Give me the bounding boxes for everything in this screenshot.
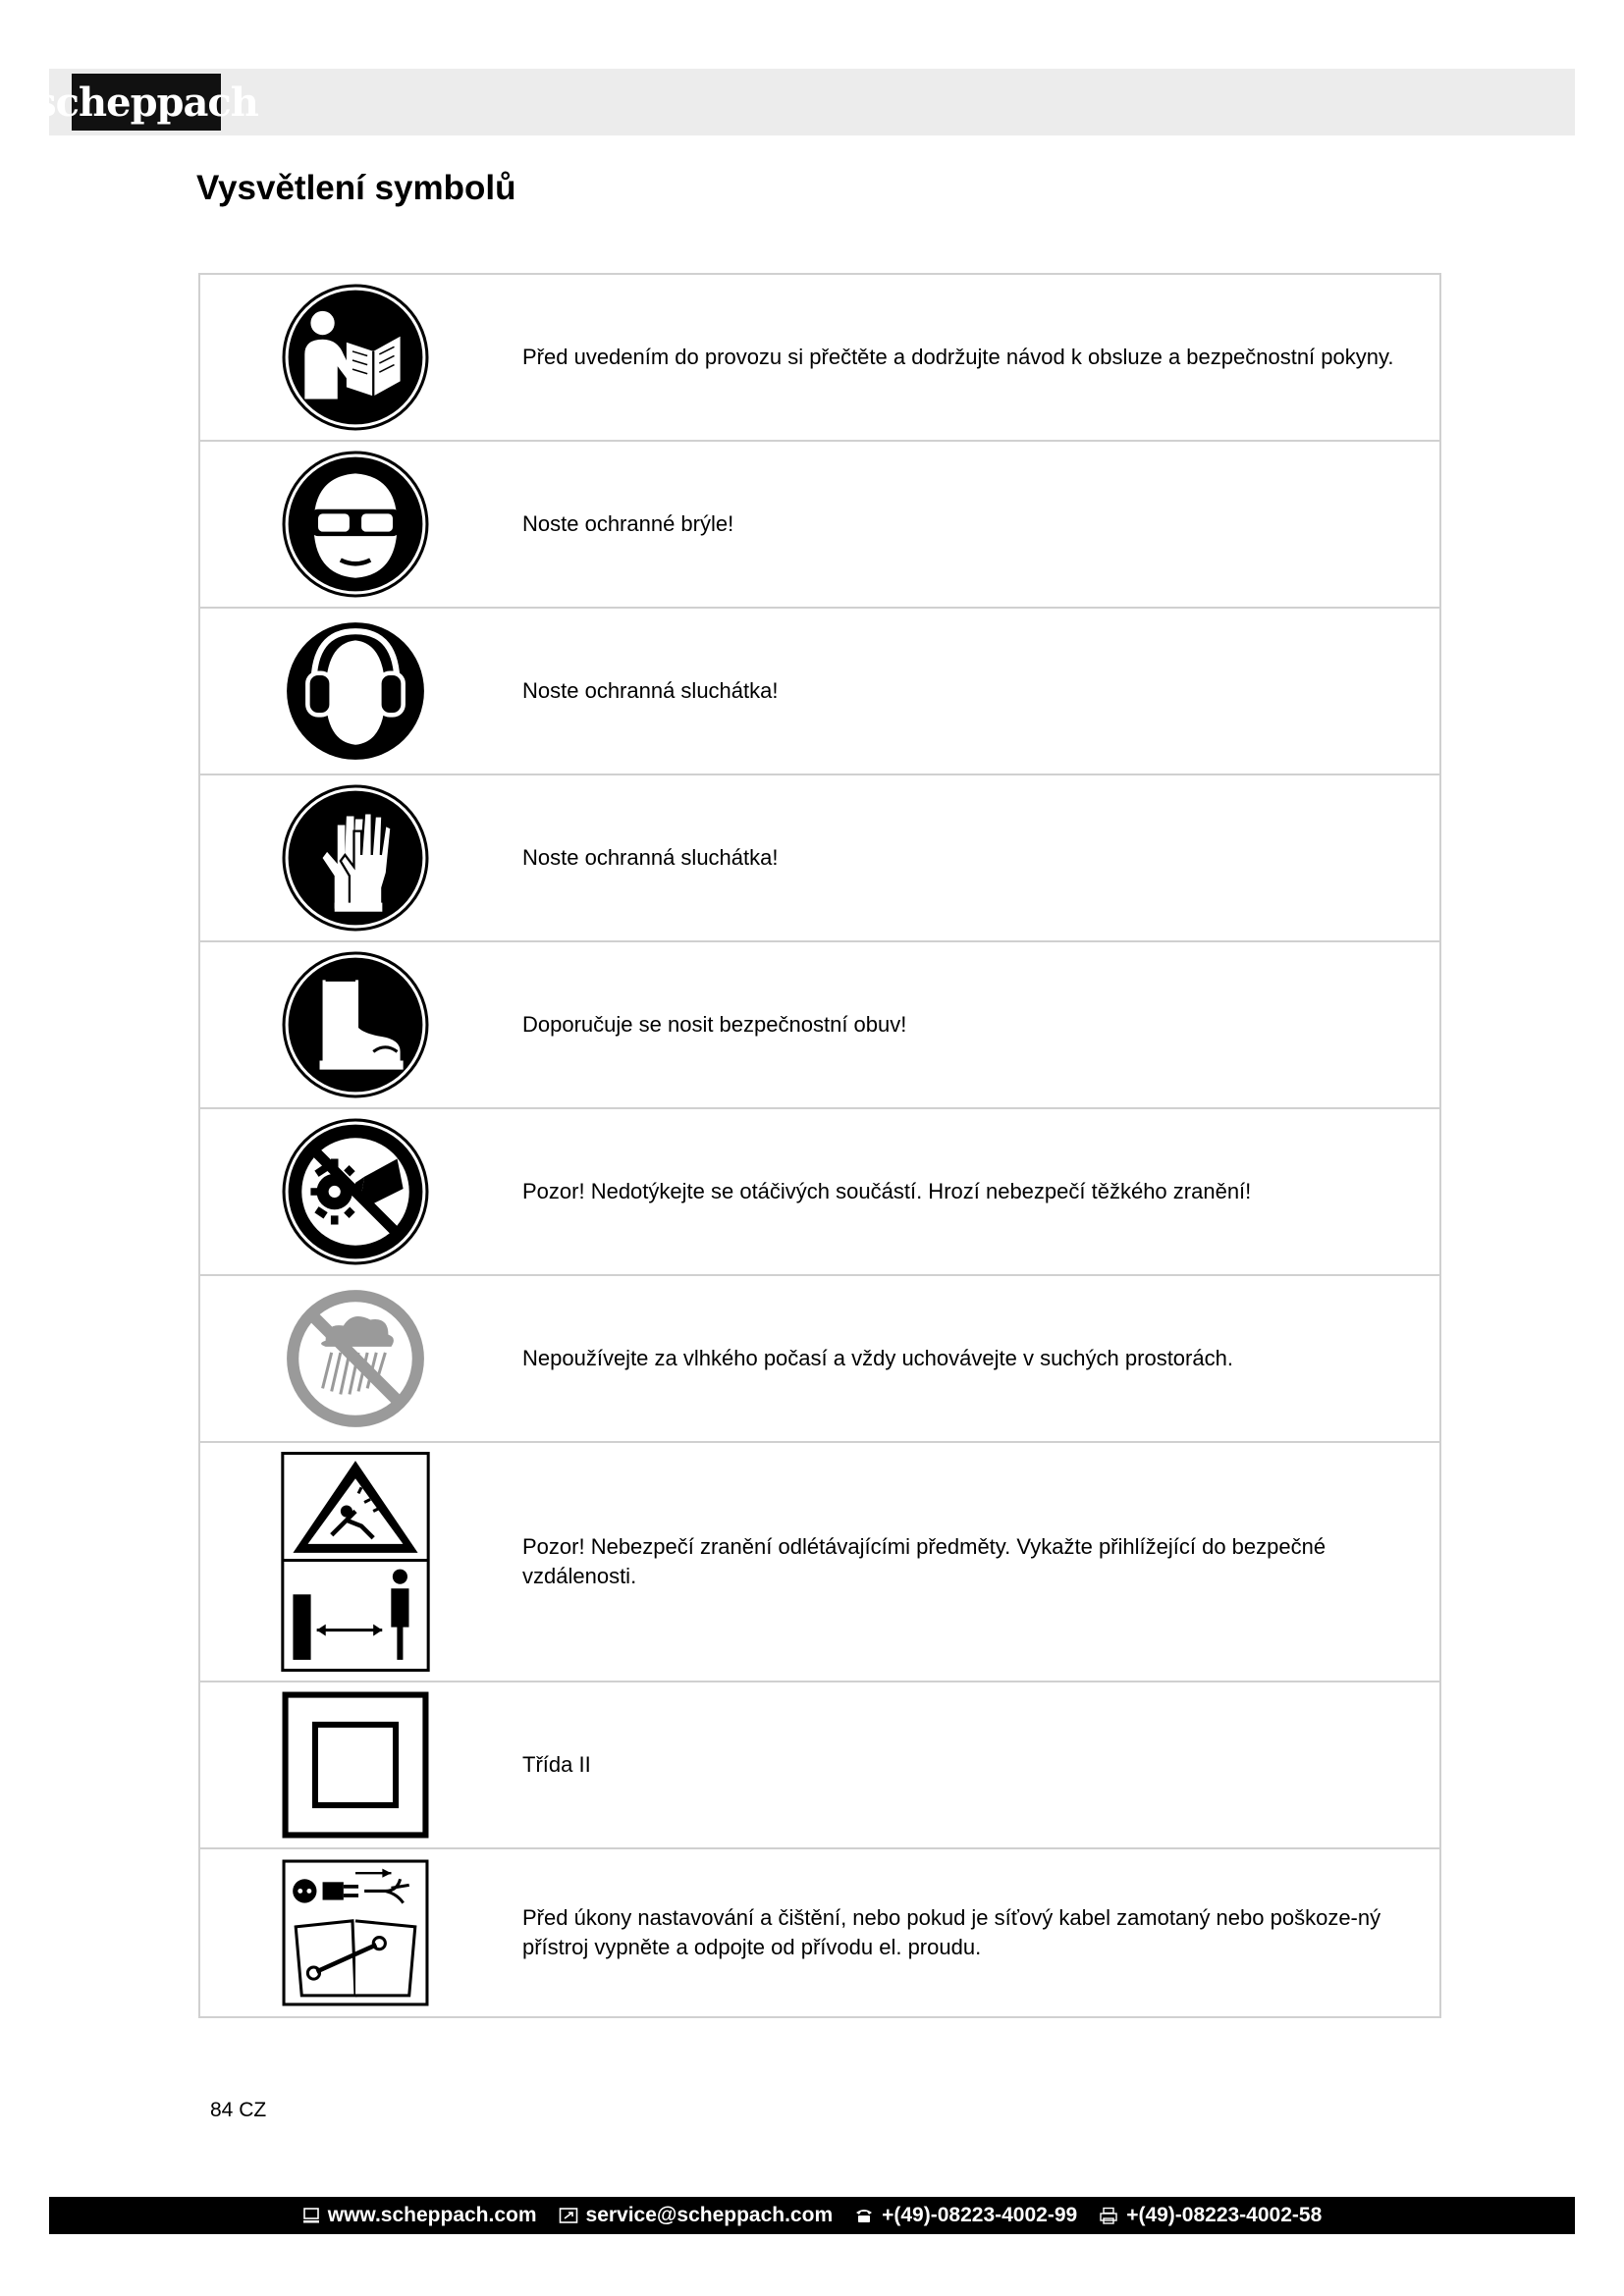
- table-row: [199, 1442, 1440, 1682]
- footer-website[interactable]: [302, 2204, 537, 2227]
- rotating-parts-prohibited-icon: [281, 1117, 430, 1266]
- class-two-icon: [281, 1690, 430, 1840]
- flying-objects-distance-icon: [281, 1452, 430, 1672]
- page-title: Vysvětlení symbolů: [196, 169, 516, 207]
- symbol-description: Pozor! Nebezpečí zranění odlétávajícími předměty. Vykažte přihlížející do bezpečné vzdálenosti.: [511, 1442, 1440, 1682]
- footer-phone[interactable]: [854, 2204, 1077, 2227]
- fax-icon: [1099, 2207, 1118, 2224]
- symbol-icon-cell: [199, 941, 511, 1108]
- symbol-icon-cell: [199, 774, 511, 941]
- unplug-before-maintenance-icon: [281, 1858, 430, 2007]
- symbol-icon-cell: [199, 274, 511, 441]
- email-link[interactable]: service@scheppach.com: [585, 2204, 834, 2226]
- table-row: [199, 774, 1440, 941]
- symbol-description: Před uvedením do provozu si přečtěte a dodržujte návod k obsluze a bezpečnostní pokyny.: [511, 274, 1440, 441]
- phone-icon: [854, 2207, 874, 2224]
- no-rain-icon: [281, 1284, 430, 1433]
- symbol-icon-cell: [199, 441, 511, 608]
- symbol-icon-cell: [199, 1108, 511, 1275]
- symbol-description: Pozor! Nedotýkejte se otáčivých součástí. Hrozí nebezpečí těžkého zranění!: [511, 1108, 1440, 1275]
- phone-number[interactable]: +(49)-08223-4002-99: [882, 2204, 1078, 2226]
- symbol-description: Noste ochranná sluchátka!: [511, 608, 1440, 774]
- table-row: [199, 608, 1440, 774]
- table-row: [199, 1682, 1440, 1848]
- safety-goggles-icon: [281, 450, 430, 599]
- website-link[interactable]: www.scheppach.com: [327, 2204, 537, 2226]
- table-row: [199, 441, 1440, 608]
- computer-icon: [302, 2207, 320, 2224]
- protective-gloves-icon: [281, 783, 430, 933]
- read-manual-icon: [281, 283, 430, 432]
- table-row: [199, 1848, 1440, 2017]
- symbol-description: Doporučuje se nosit bezpečnostní obuv!: [511, 941, 1440, 1108]
- fax-number[interactable]: +(49)-08223-4002-58: [1126, 2204, 1323, 2226]
- symbol-description: Před úkony nastavování a čištění, nebo pokud je síťový kabel zamotaný nebo poškoze-ný přístroj vypněte a odpojte od přívodu el. proudu.: [511, 1848, 1440, 2017]
- page-number: 84 CZ: [210, 2099, 267, 2121]
- table-row: [199, 274, 1440, 441]
- footer-email[interactable]: [559, 2204, 834, 2227]
- symbol-icon-cell: [199, 1275, 511, 1442]
- footer-fax[interactable]: [1099, 2204, 1322, 2227]
- symbol-table: [198, 273, 1441, 2018]
- symbol-icon-cell: [199, 1848, 511, 2017]
- scheppach-logo: [34, 74, 258, 131]
- table-row: [199, 941, 1440, 1108]
- ear-protection-icon: [281, 616, 430, 766]
- symbol-icon-cell: [199, 1682, 511, 1848]
- table-row: [199, 1108, 1440, 1275]
- header-bar: [49, 69, 1575, 135]
- symbol-description: Noste ochranná sluchátka!: [511, 774, 1440, 941]
- symbol-icon-cell: [199, 608, 511, 774]
- logo-text: scheppach: [34, 79, 258, 126]
- table-row: [199, 1275, 1440, 1442]
- symbol-description: Nepoužívejte za vlhkého počasí a vždy uchovávejte v suchých prostorách.: [511, 1275, 1440, 1442]
- symbol-description: Noste ochranné brýle!: [511, 441, 1440, 608]
- safety-boots-icon: [281, 950, 430, 1099]
- email-icon: [559, 2207, 578, 2224]
- symbol-icon-cell: [199, 1442, 511, 1682]
- footer-bar: [49, 2197, 1575, 2234]
- symbol-description: Třída II: [511, 1682, 1440, 1848]
